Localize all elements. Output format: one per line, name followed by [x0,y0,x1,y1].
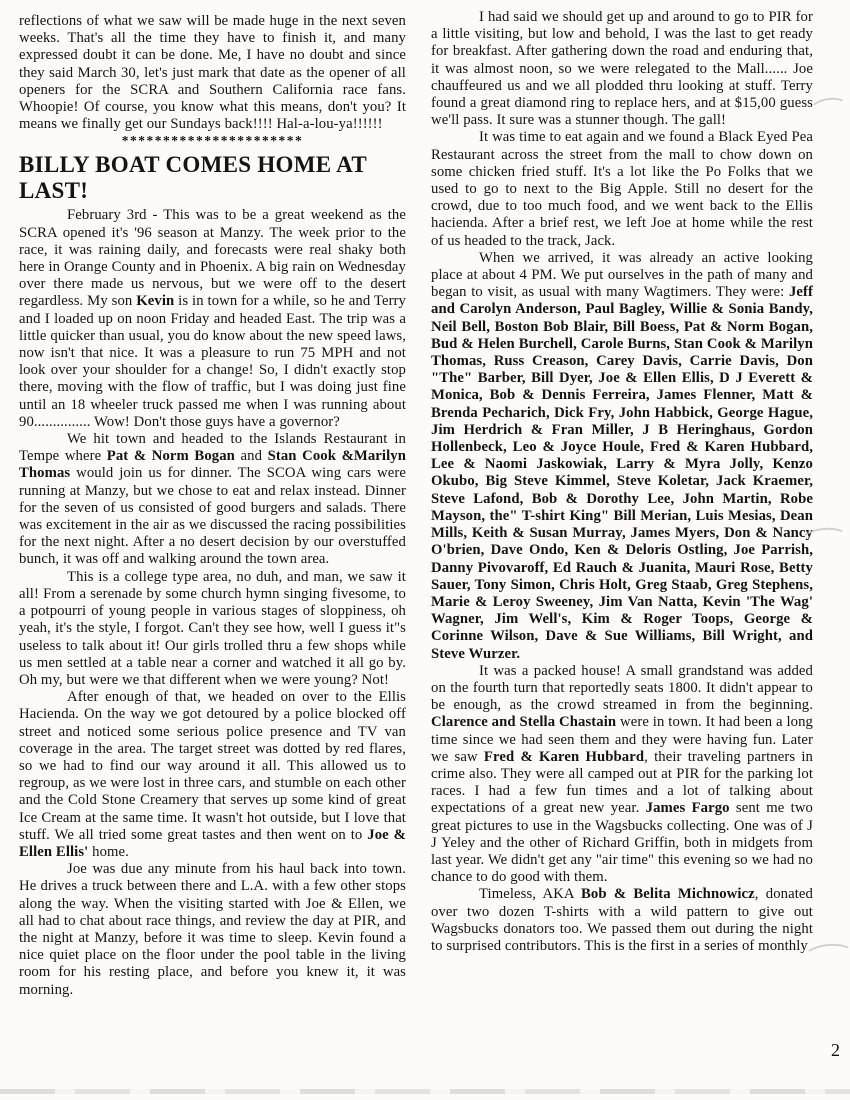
paragraph [431,9,813,129]
paragraph [19,207,406,431]
text-run: It was a packed house! A small grandstand was added on the fourth turn that reportedly seats 1800. It didn't appear to be enough, as the crowd streamed in from the beginning. [431,662,813,714]
paragraph [19,689,406,861]
text-run: would join us for dinner. The SCOA wing cars were running at Manzy, but we chose to eat and relax instead. Dinner for the seven of us consisted of good burgers and salads. There was excitement in the air as we discussed the racing possibilities for the next night. After a no desert decision by our overstuffed bunch, it was off and walking around the town area. [19,465,406,568]
text-run: After enough of that, we headed on over to the Ellis Hacienda. On the way we got detoured by a police blocked off street and noticed some serious police presence and TV van coverage in the area. The target street was dotted by red flares, so we had to find our way around it all. This allowed us to regroup, as we were lost in three cars, and stumble on each other and the Cold Stone Creamery that serves up some kind of great Ice Cream at the same time. It wasn't hot outside, but I love that stuff. We all tried some great tastes and then went on to [19,689,406,843]
text-run: sent me two great pictures to use in the Wagsbucks collecting. One was of J J Yeley and the other of Richard Griffin, both in midgets from last year. We didn't get any "air time" this evening so we had no chance to do good with them. [431,800,813,886]
bold-text-run: Jeff and Carolyn Anderson, Paul Bagley, Willie & Sonia Bandy, Neil Bell, Boston Bob Blair, Bill Boess, Pat & Norm Bogan, Bud & Helen Burchell, Carole Burns, Stan Cook & Marilyn Thomas, Russ Creason, Carey Davis, Carrie Davis, Don "The" Barber, Bill Dyer, Joe & Ellen Ellis, D J Everett & Monica, Bob & Dennis Ferreira, James Flenner, Matt & Brenda Pecharich, Dick Fry, John Habbick, George Hague, Jim Herdrich & Fran Miller, J B Heringhaus, Gordon Hollenbeck, Leo & Joyce Houle, Fred & Karen Hubbard, Lee & Naomi Jaskowiak, Larry & Myra Jolly, Kenzo Okubo, Big Steve Kimmel, Steve Koletar, Jack Kraemer, Steve Lafond, Bob & Dorothy Lee, John Martin, Robe Mayson, the" T-shirt King" Bill Merian, Luis Mesias, Dean Mills, Keith & Susan Murray, James Myers, Don & Nancy O'brien, Dave Ondo, Ken & Deloris Ostling, Joe Parrish, Danny Pivovaroff, Ed Rauch & Juanita, Mauri Rose, Betty Sauer, Tony Simon, Chris Holt, Greg Staab, Greg Stephens, Marie & Leroy Sweeney, Jim Van Natta, Kevin 'The Wag' Wagner, Jim Well's, Kim & Roger Toops, George & Corinne Wilson, Dave & Sue Williams, Bill Wright, and Steve Wurzer. [431,284,813,662]
text-run: and [234,448,268,465]
text-run: We hit town and headed to the Islands Restaurant in Tempe where [19,431,406,465]
text-run: February 3rd - This was to be a great weekend as the SCRA opened it's '96 season at Manzy. The week prior to the race, it was raining daily, and forecasts were real shaky both here in Orange County and in Phoenix. A big rain on Wednesday over there made us nervous, but we were off to the desert regardless. My son [19,207,406,310]
bold-text-run: Kevin [136,293,175,310]
text-run: were in town. It had been a long time since we had seen them and they were having fun. Later we saw [431,714,813,765]
asterisk-separator: ********************** [121,133,304,149]
scan-artifact [809,95,849,120]
text-run: home. [88,843,129,860]
text-run: reflections of what we saw will be made huge in the next seven weeks. That's all the time they have to finish it, and many expressed doubt it can be done. Me, I have no doubt and since they said March 30, let's just mark that date as the opener of all openers for the SCRA and Southern California race fans. Whoopie! Of course, you know what this means, don't you? It means we finally get our Sundays back!!!! Hal-a-lou-ya!!!!!! [19,13,406,133]
scan-edge-streak [0,1089,850,1094]
paragraph [431,250,813,663]
text-run: It was time to eat again and we found a Black Eyed Pea Restaurant across the street from the mall to chow down on some chicken fried stuff. It's a lot like the Po Folks that we used to go to next to the Big Apple. Still no desert for the crowd, due to too much food, and we went back to the Ellis hacienda. After a brief rest, we left Joe at home while the rest of us headed to the track, Jack. [431,129,813,249]
bold-text-run: Fred & Karen Hubbard [483,748,645,765]
paragraph [19,431,406,569]
text-run: Timeless, AKA [479,886,582,903]
paragraph [431,663,813,887]
paragraph [431,129,813,249]
text-run: This is a college type area, no duh, and man, we saw it all! From a serenade by some church hymn singing fivesome, to a potpourri of young people in various stages of sloppiness, oh yeah, it's the style, I forgot. Can't they see how, well I guess it"s useless to talk about it! Our girls trolled thru a few shops while us men settled at a table near a corner and watched it all go by. Oh my, but were we that different when we were young? Not! [19,568,406,688]
bold-text-run: Pat & Norm Bogan [106,448,235,465]
paragraph [19,569,406,689]
text-run: , their traveling partners in crime also. They were all camped out at PIR for the parking lot races. I had a few fun times and a lot of talking about expectations of a great new year. [431,748,814,817]
bold-text-run: Bob & Belita Michnowicz [581,886,755,903]
left-column [19,13,406,999]
bold-text-run: Clarence and Stella Chastain [431,714,617,731]
bold-text-run: James Fargo [645,800,730,817]
text-run: is in town for a while, so he and Terry and I loaded up on noon Friday and headed East. The trip was a little quicker than usual, you do know about the new speed laws, now isn't that nice. It was a pleasure to run 75 MPH and not look over your shoulder for a change! So, I didn't exactly stop there, moving with the flow of traffic, but I was doing just fine until an 18 wheeler truck passed me when I was running about 90............... Wow! Don't those guys have a governor? [19,293,406,430]
text-run: Joe was due any minute from his haul back into town. He drives a truck between there and L.A. with a few other stops along the way. When the visiting started with Joe & Ellen, we all had to chat about race things, and review the day at PIR, and the night at Manzy, before it was time to sleep. Kevin found a nice quiet place on the floor under the pool table in the living room for his resting place, and before you knew it, it was morning. [19,861,406,998]
paragraph [431,886,813,955]
bold-text-run: Joe & Ellen Ellis' [19,826,406,860]
bold-text-run: Stan Cook &Marilyn Thomas [19,448,406,482]
text-run: When we arrived, it was already an active looking place at about 4 PM. We put ourselves in the path of many and began to visit, as usual with many Wagtimers. They were: [431,249,813,301]
right-column [431,9,813,955]
page-number: 2 [831,1040,840,1060]
paragraph [19,13,406,133]
text-run: I had said we should get up and around to go to PIR for a little visiting, but low and behold, I was the last to get ready for breakfast. After gathering down the road and enduring that, it was almost noon, so we were relegated to the Mall...... Joe chauffeured us and we all plodded thru looking at stuff. Terry found a great diamond ring to replace hers, and at $15,00 guess we'll pass. It sure was a stunner though. The gall! [431,9,813,129]
paragraph [19,861,406,999]
article-headline: BILLY BOAT COMES HOME AT LAST! [19,152,367,204]
text-run: , donated over two dozen T-shirts with a wild pattern to give out Wagsbucks donators too. We passed them out during the night to surprised contributors. This is the first in a series of monthly [431,886,813,954]
